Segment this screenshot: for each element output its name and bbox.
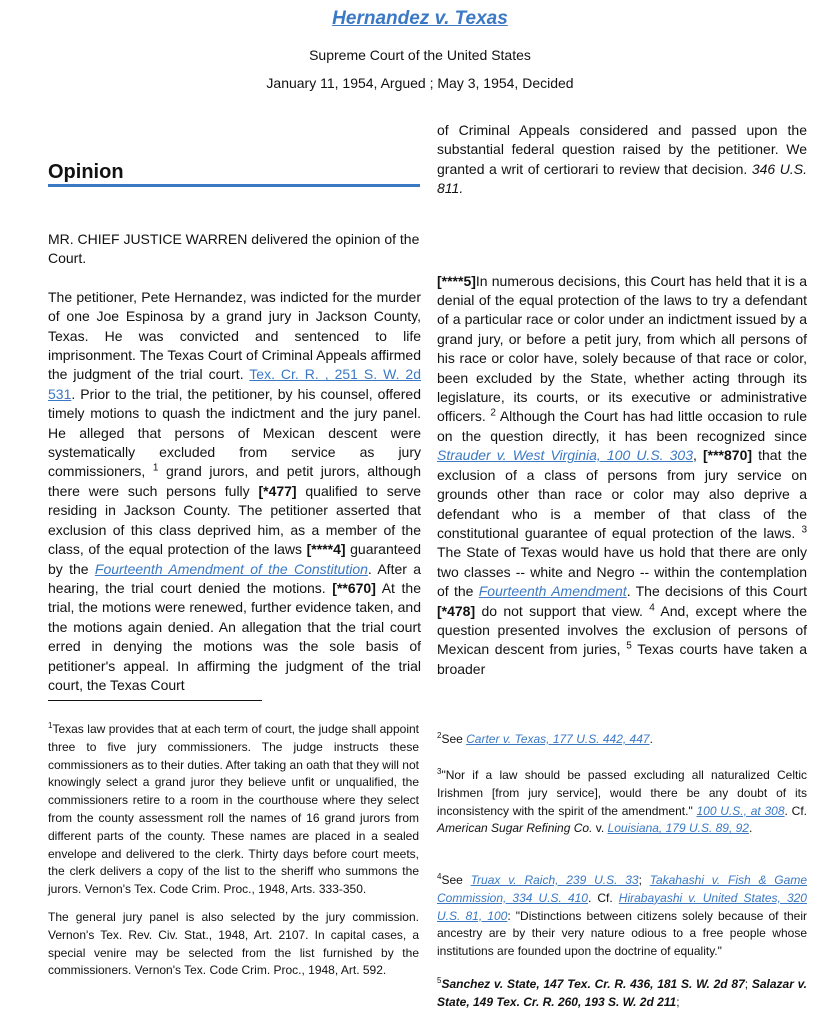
footnote-text: ; bbox=[744, 977, 752, 991]
footnote-text: "Nor if a law should be passed excluding all naturalized Celtic Irishmen [from jury service], would there be any doubt of its inconsistency with the spirit of the amendment." bbox=[437, 768, 807, 818]
citation-link[interactable]: Tex. Cr. R. , 251 S. W. 2d 531 bbox=[48, 366, 421, 402]
citation-link[interactable]: Strauder v. West Virginia, 100 U.S. 303 bbox=[437, 447, 693, 464]
footnote-divider bbox=[48, 700, 262, 701]
footnote-ref-4[interactable]: 4 bbox=[649, 601, 655, 613]
text-run: The State of Texas would have us hold that there are only two classes -- white and Negro -- within the contemplation of the bbox=[437, 544, 807, 600]
footnote-ref-2[interactable]: 2 bbox=[490, 407, 496, 419]
page-marker: [****5] bbox=[437, 272, 476, 289]
case-title[interactable] bbox=[0, 8, 840, 30]
text-run: The petitioner, Pete Hernandez, was indicted for the murder of one Joe Espinosa by a grand jury in Jackson County, Texas. He was convicted and sentenced to life imprisonment. The Texas Court of Criminal Appeals affirmed the judgment of the trial court. bbox=[48, 288, 421, 383]
text-run: grand jurors, and petit jurors, although there were such persons fully bbox=[48, 463, 421, 499]
text-run: At the trial, the motions were renewed, further evidence taken, and the motions again denied. An allegation that the trial court erred in denying the motions was the sole basis of petitioner's appeal. In affirming the judgment of the trial court, the Texas Court bbox=[48, 579, 421, 693]
text-run: guaranteed by the bbox=[48, 541, 421, 577]
text-run: , bbox=[693, 447, 703, 464]
court-name: Supreme Court of the United States bbox=[309, 47, 531, 63]
case-dates: January 11, 1954, Argued ; May 3, 1954, Decided bbox=[266, 75, 574, 91]
heading-divider bbox=[48, 184, 420, 187]
page-marker: [*478] bbox=[437, 602, 476, 619]
citation-link[interactable]: Fourteenth Amendment of the Constitution bbox=[94, 560, 368, 577]
case-name: American Sugar Refining Co. bbox=[437, 821, 593, 836]
footnote-1-paragraph: The general jury panel is also selected by the jury commission. Vernon's Tex. Rev. Civ. Stat., 1948, Art. 2107. In capital cases, a special venire may be selected from the list furnished by the commissioners. Vernon's Tex. Code Crim. Proc., 1948, Art. 592. bbox=[48, 909, 419, 978]
footnote-text: : "Distinctions between citizens solely because of their ancestry are by their very nature odious to a free people whose institutions are founded upon the doctrine of equality." bbox=[437, 908, 807, 959]
footnote-ref-1[interactable]: 1 bbox=[152, 462, 159, 474]
footnote-3-paragraph bbox=[437, 767, 807, 838]
left-column bbox=[48, 230, 421, 695]
text-run: that the exclusion of a class of persons from jury service on grounds other than race or color may also deprive a defendant who is a member of that class of the constitutional guarantee of equal protection of the laws. bbox=[437, 447, 808, 541]
footnote-text: . Cf. bbox=[587, 890, 619, 905]
citation-link[interactable]: Louisiana, 179 U.S. 89, 92 bbox=[607, 821, 749, 836]
citation-link[interactable]: Fourteenth Amendment bbox=[478, 583, 627, 600]
footnote-number: 1 bbox=[48, 721, 53, 730]
text-run: qualified to serve residing in Jackson County. The petitioner asserted that exclusion of this class deprived him, as a member of the class, of the equal protection of the laws bbox=[48, 482, 422, 558]
footnote-text: ; bbox=[676, 994, 680, 1009]
footnote-text: See bbox=[441, 873, 471, 887]
footnote-text: Texas law provides that at each term of court, the judge shall appoint three to five jury commissioners. The judge instructs these commissioners as to their duties. After taking an oath that they will not knowingly select a grand juror they believe unfit or unqualified, the commissioners retire to a room in the courthouse where they select from the county assessment roll the names of 16 grand jurors from different parts of the county. These names are placed in a sealed envelope and delivered to the clerk. Thirty days before court meets, the clerk delivers a copy of the list to the sheriff who summons the jurors. Vernon's Tex. Code Crim. Proc., 1948, Arts. 333-350. bbox=[48, 722, 419, 897]
text-run: Texas courts have taken a broader bbox=[437, 641, 807, 677]
footnote-ref-3[interactable]: 3 bbox=[801, 524, 807, 536]
footnote-5 bbox=[437, 976, 807, 1012]
footnote-text: . bbox=[748, 821, 753, 836]
page-marker: [*477] bbox=[258, 482, 297, 499]
footnote-text: v. bbox=[592, 821, 608, 836]
right-column bbox=[437, 121, 807, 679]
footnote-text: . Cf. bbox=[784, 803, 807, 818]
footnote-number: 2 bbox=[437, 731, 442, 740]
opinion-paragraph-2 bbox=[437, 272, 807, 680]
case-citation: Sanchez v. State, 147 Tex. Cr. R. 436, 181 S. W. 2d 87 bbox=[441, 977, 745, 991]
citation-link[interactable]: 100 U.S., at 308 bbox=[696, 803, 785, 818]
footnote-3 bbox=[437, 767, 807, 838]
footnote-1 bbox=[48, 721, 419, 980]
footnote-text: ; bbox=[638, 873, 650, 887]
footnote-4-paragraph bbox=[437, 872, 807, 961]
citation-text: 346 U.S. 811. bbox=[437, 160, 807, 197]
text-run: And, except where the question presented involves the exclusion of persons of Mexican descent from juries, bbox=[437, 602, 807, 658]
footnote-text: . bbox=[649, 732, 653, 746]
opinion-heading: Opinion bbox=[48, 161, 124, 183]
footnote-number: 5 bbox=[437, 976, 442, 985]
text-run: . The decisions of this Court bbox=[626, 583, 807, 600]
footnote-5-paragraph bbox=[437, 976, 807, 1012]
footnote-4 bbox=[437, 872, 807, 961]
footnote-number: 4 bbox=[437, 872, 442, 881]
citation-link[interactable]: Hirabayashi v. United States, 320 U.S. 81, 100 bbox=[437, 890, 807, 923]
text-run: Although the Court has had little occasion to rule on the question directly, it has been recognized since bbox=[437, 408, 807, 444]
delivered-by: MR. CHIEF JUSTICE WARREN delivered the opinion of the Court. bbox=[48, 231, 420, 267]
text-run: In numerous decisions, this Court has held that it is a denial of the equal protection of the laws to try a defendant of a particular race or color under an indictment issued by a grand jury, or before a petit jury, from which all persons of his race or color have, solely because of that race or color, been excluded by the State, whether acting through its legislature, its courts, or its executive or administrative officers. bbox=[437, 272, 807, 425]
case-citation: Salazar v. State, 149 Tex. Cr. R. 260, 193 S. W. 2d 211 bbox=[437, 977, 807, 1009]
page-marker: [****4] bbox=[306, 541, 346, 558]
footnote-2 bbox=[437, 731, 807, 749]
footnote-1-paragraph bbox=[48, 721, 419, 899]
footnote-2-paragraph bbox=[437, 731, 807, 749]
page-marker: [**670] bbox=[332, 579, 376, 596]
opinion-paragraph-1-continued bbox=[437, 121, 807, 199]
text-run: of Criminal Appeals considered and passed upon the substantial federal question raised by the petitioner. We granted a writ of certiorari to review that decision. bbox=[437, 122, 807, 177]
text-run: do not support that view. bbox=[475, 602, 650, 619]
case-title-link[interactable]: Hernandez v. Texas bbox=[332, 8, 508, 29]
citation-link[interactable]: Truax v. Raich, 239 U.S. 33 bbox=[470, 873, 639, 887]
footnote-number: 3 bbox=[437, 767, 442, 776]
text-run: . After a hearing, the trial court denied the motions. bbox=[48, 560, 422, 596]
citation-link[interactable]: Carter v. Texas, 177 U.S. 442, 447 bbox=[466, 732, 650, 746]
footnote-text: See bbox=[441, 732, 467, 746]
footnote-ref-5[interactable]: 5 bbox=[626, 640, 632, 652]
page-marker: [***870] bbox=[702, 447, 753, 464]
opinion-paragraph-1 bbox=[48, 288, 421, 696]
text-run: . Prior to the trial, the petitioner, by his counsel, offered timely motions to quash the indictment and the jury panel. He alleged that persons of Mexican descent were systematically excluded from service as jury commissioners, bbox=[48, 385, 421, 480]
citation-link[interactable]: Takahashi v. Fish & Game Commission, 334 U.S. 410 bbox=[437, 873, 807, 905]
